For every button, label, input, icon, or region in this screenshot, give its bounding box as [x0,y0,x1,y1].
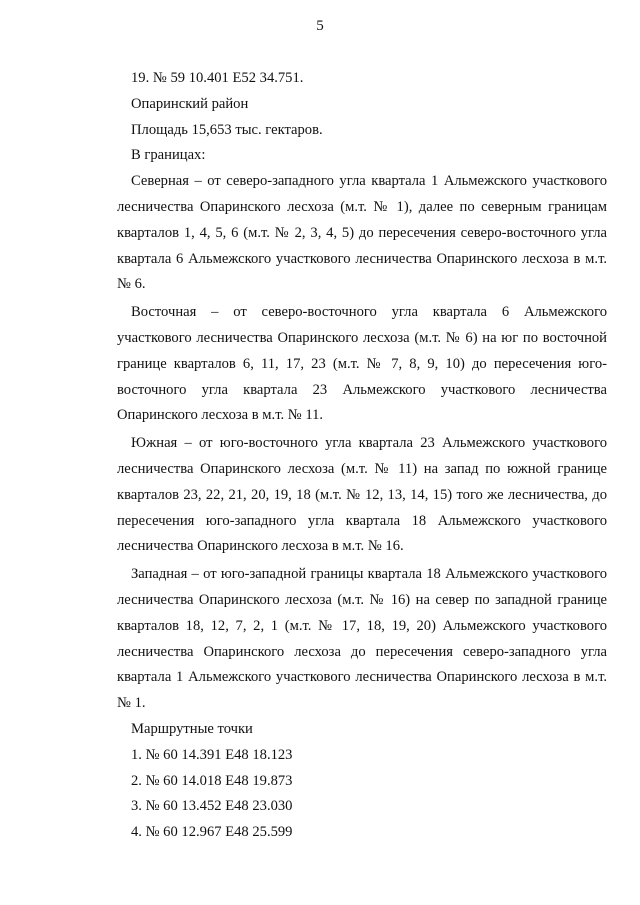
route-points-heading: Маршрутные точки [131,720,253,737]
route-point-item: 3. № 60 13.452 Е48 23.030 [131,798,293,815]
document-body [117,66,607,846]
north-boundary-paragraph: Северная – от северо-западного угла квартала 1 Альмежского участкового лесничества Опаринского лесхоза (м.т. № 1), далее по северным границам кварталов 1, 4, 5, 6 (м.т. № 2, 3, 4, 5) до пересечения северо-восточного угла квартала 6 Альмежского участкового лесничества Опаринского лесхоза в м.т. № 6. [117,173,607,293]
area-line: Площадь 15,653 тыс. гектаров. [131,121,323,138]
page-number: 5 [316,18,324,34]
boundaries-heading: В границах: [131,147,206,164]
route-point-item: 1. № 60 14.391 Е48 18.123 [131,746,293,763]
route-point-item: 4. № 60 12.967 Е48 25.599 [131,824,293,841]
south-boundary-paragraph: Южная – от юго-восточного угла квартала 23 Альмежского участкового лесничества Опаринского лесхоза (м.т. № 11) на запад по южной границе кварталов 23, 22, 21, 20, 19, 18 (м.т. № 12, 13, 14, 15) того же лесничества, до пересечения юго-западного угла квартала 18 Альмежского участкового лесничества Опаринского лесхоза в м.т. № 16. [117,435,607,555]
district-heading: Опаринский район [131,95,249,112]
route-point-item: 2. № 60 14.018 Е48 19.873 [131,772,293,789]
west-boundary-paragraph: Западная – от юго-западной границы квартала 18 Альмежского участкового лесничества Опаринского лесхоза (м.т. № 16) на север по западной границе кварталов 18, 12, 7, 2, 1 (м.т. № 17, 18, 19, 20) Альмежского участкового лесничества Опаринского лесхоза до пересечения северо-западного угла квартала 1 Альмежского участкового лесничества Опаринского лесхоза в м.т. № 1. [117,566,607,712]
east-boundary-paragraph: Восточная – от северо-восточного угла квартала 6 Альмежского участкового лесничества Опаринского лесхоза (м.т. № 6) на юг по восточной границе кварталов 6, 11, 17, 23 (м.т. № 7, 8, 9, 10) до пересечения юго-восточного угла квартала 23 Альмежского участкового лесничества Опаринского лесхоза в м.т. № 11. [117,304,607,424]
route-point-19: 19. № 59 10.401 Е52 34.751. [131,70,304,86]
